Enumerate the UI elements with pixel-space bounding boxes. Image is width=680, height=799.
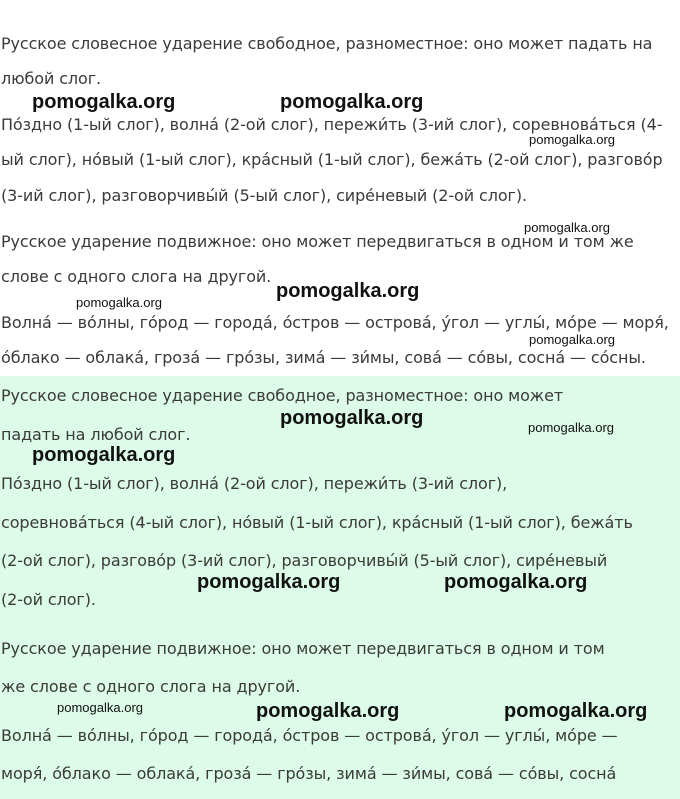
text-line: любой слог. [1, 69, 102, 88]
watermark: pomogalka.org [280, 407, 424, 429]
text-line: слове с одного слога на другой. [1, 267, 272, 286]
text-line: Волна́ — во́лны, го́род — города́, о́стров — острова́, у́гол — углы́, мо́ре — [1, 726, 618, 745]
watermark: pomogalka.org [276, 280, 420, 302]
text-line: Волна́ — во́лны, го́род — города́, о́стров — острова́, у́гол — углы́, мо́ре — моря́, [1, 313, 669, 332]
text-line: падать на любой слог. [1, 425, 191, 444]
text-line: (2-ой слог). [1, 590, 96, 609]
watermark: pomogalka.org [32, 444, 176, 466]
watermark: pomogalka.org [529, 132, 615, 147]
text-line: Русское ударение подвижное: оно может передвигаться в одном и том [1, 639, 605, 658]
watermark: pomogalka.org [76, 295, 162, 310]
text-line: о́блако — облака́, гроза́ — гро́зы, зима́ — зи́мы, сова́ — со́вы, сосна́ — со́сны. [1, 348, 646, 367]
text-line: же слове с одного слога на другой. [1, 677, 301, 696]
text-line: (2-ой слог), разгово́р (3-ий слог), разговорчивы́й (5-ый слог), сире́невый [1, 551, 608, 570]
watermark: pomogalka.org [524, 220, 610, 235]
watermark: pomogalka.org [504, 700, 648, 722]
watermark: pomogalka.org [197, 571, 341, 593]
watermark: pomogalka.org [280, 91, 424, 113]
watermark: pomogalka.org [57, 700, 143, 715]
text-line: моря́, о́блако — облака́, гроза́ — гро́зы, зима́ — зи́мы, сова́ — со́вы, сосна́ [1, 764, 617, 783]
text-line: По́здно (1-ый слог), волна́ (2-ой слог), пережи́ть (3-ий слог), соревнова́ться (4- [1, 115, 663, 134]
text-line: соревнова́ться (4-ый слог), но́вый (1-ый слог), кра́сный (1-ый слог), бежа́ть [1, 513, 633, 532]
text-line: Русское ударение подвижное: оно может передвигаться в одном и том же [1, 232, 634, 251]
watermark: pomogalka.org [444, 571, 588, 593]
text-line: Русское словесное ударение свободное, разноместное: оно может падать на [1, 34, 653, 53]
text-line: ый слог), но́вый (1-ый слог), кра́сный (1-ый слог), бежа́ть (2-ой слог), разгово́р [1, 150, 663, 169]
watermark: pomogalka.org [528, 420, 614, 435]
watermark: pomogalka.org [529, 332, 615, 347]
watermark: pomogalka.org [32, 91, 176, 113]
text-line: По́здно (1-ый слог), волна́ (2-ой слог), пережи́ть (3-ий слог), [1, 474, 508, 493]
text-line: Русское словесное ударение свободное, разноместное: оно может [1, 386, 564, 405]
answer-block-1 [0, 0, 680, 376]
text-line: (3-ий слог), разговорчивы́й (5-ый слог), сире́невый (2-ой слог). [1, 186, 527, 205]
watermark: pomogalka.org [256, 700, 400, 722]
